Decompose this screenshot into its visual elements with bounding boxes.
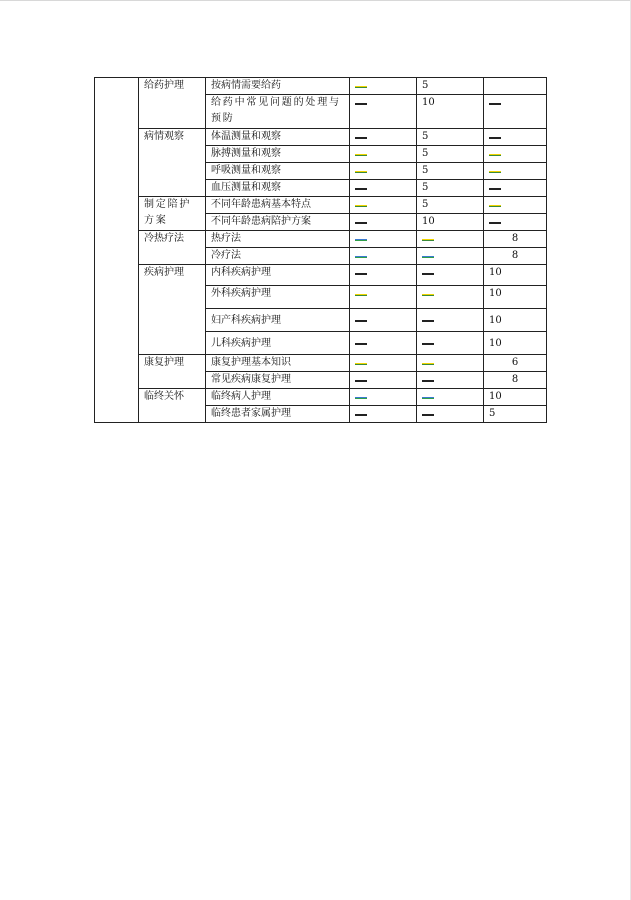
col-b-cell — [417, 372, 484, 389]
category-cell: 制定陪护方案 — [139, 197, 206, 231]
page-top-edge — [0, 0, 630, 1]
col-b-cell — [417, 265, 484, 286]
col-a-cell — [350, 180, 417, 197]
col-b-cell: 5 — [417, 78, 484, 95]
col-b-cell: 5 — [417, 129, 484, 146]
col-b-cell — [417, 355, 484, 372]
col-c-cell — [484, 214, 547, 231]
col-a-cell — [350, 197, 417, 214]
col-c-cell — [484, 78, 547, 95]
dash-mark — [355, 414, 367, 416]
table-row — [95, 389, 547, 406]
dash-mark — [422, 294, 434, 296]
col-b-cell — [417, 309, 484, 332]
dash-mark — [422, 380, 434, 382]
hours-value: 10 — [489, 288, 502, 299]
col-c-cell — [484, 332, 547, 355]
hours-value: 10 — [489, 267, 502, 278]
table-row — [95, 265, 547, 286]
col-c-cell — [484, 265, 547, 286]
hours-value: 8 — [511, 233, 519, 244]
category-cell: 冷热疗法 — [139, 231, 206, 265]
training-content-table — [94, 77, 547, 423]
col-c-cell — [484, 309, 547, 332]
table-row — [95, 197, 547, 214]
dash-mark — [489, 171, 501, 173]
col-a-cell — [350, 372, 417, 389]
col-b-cell: 5 — [417, 180, 484, 197]
dash-mark — [489, 103, 501, 105]
item-cell — [206, 309, 350, 332]
item-cell: 临终病人护理 — [206, 389, 350, 406]
col-b-cell: 10 — [417, 214, 484, 231]
col-c-cell — [484, 231, 547, 248]
level-cell — [95, 78, 139, 423]
col-b-cell — [417, 248, 484, 265]
hours-value: 10 — [489, 391, 502, 402]
item-cell: 热疗法 — [206, 231, 350, 248]
dash-mark — [489, 222, 501, 224]
item-cell: 内科疾病护理 — [206, 265, 350, 286]
col-c-cell — [484, 248, 547, 265]
col-a-cell — [350, 163, 417, 180]
dash-mark — [355, 154, 367, 156]
col-c-cell — [484, 286, 547, 309]
col-a-cell — [350, 214, 417, 231]
item-cell — [206, 332, 350, 355]
dash-mark — [489, 188, 501, 190]
dash-mark — [355, 294, 367, 296]
col-a-cell — [350, 309, 417, 332]
hours-value: 6 — [511, 357, 519, 368]
dash-mark — [422, 397, 434, 399]
dash-mark — [422, 414, 434, 416]
table-row — [95, 231, 547, 248]
item-cell: 不同年龄患病陪护方案 — [206, 214, 350, 231]
col-a-cell — [350, 406, 417, 423]
dash-mark — [422, 239, 434, 241]
dash-mark — [355, 222, 367, 224]
hours-value: 10 — [489, 315, 502, 326]
col-a-cell — [350, 231, 417, 248]
dash-mark — [355, 397, 367, 399]
col-a-cell — [350, 332, 417, 355]
dash-mark — [422, 343, 434, 345]
col-c-cell — [484, 372, 547, 389]
item-cell: 血压测量和观察 — [206, 180, 350, 197]
col-c-cell — [484, 389, 547, 406]
dash-mark — [489, 205, 501, 207]
dash-mark — [422, 273, 434, 275]
col-c-cell — [484, 129, 547, 146]
col-b-cell — [417, 406, 484, 423]
dash-mark — [489, 154, 501, 156]
item-cell: 给药中常见问题的处理与预防 — [206, 95, 350, 129]
dash-mark — [355, 137, 367, 139]
col-b-cell: 5 — [417, 146, 484, 163]
dash-mark — [355, 86, 367, 88]
item-label: 儿科疾病护理 — [211, 338, 271, 349]
dash-mark — [489, 137, 501, 139]
col-a-cell — [350, 129, 417, 146]
col-a-cell — [350, 146, 417, 163]
col-a-cell — [350, 286, 417, 309]
col-b-cell: 10 — [417, 95, 484, 129]
dash-mark — [355, 343, 367, 345]
col-b-cell: 5 — [417, 197, 484, 214]
dash-mark — [355, 205, 367, 207]
hours-value: 8 — [511, 374, 519, 385]
col-b-cell — [417, 286, 484, 309]
item-cell: 脉搏测量和观察 — [206, 146, 350, 163]
hours-value: 8 — [511, 250, 519, 261]
col-c-cell — [484, 355, 547, 372]
col-b-cell — [417, 332, 484, 355]
dash-mark — [355, 103, 367, 105]
col-a-cell — [350, 248, 417, 265]
table-row — [95, 129, 547, 146]
item-cell: 按病情需要给药 — [206, 78, 350, 95]
col-a-cell — [350, 265, 417, 286]
dash-mark — [355, 256, 367, 258]
hours-value: 10 — [489, 338, 502, 349]
category-cell: 康复护理 — [139, 355, 206, 389]
col-c-cell — [484, 180, 547, 197]
dash-mark — [355, 320, 367, 322]
col-a-cell — [350, 78, 417, 95]
dash-mark — [355, 239, 367, 241]
category-cell: 临终关怀 — [139, 389, 206, 423]
col-a-cell — [350, 95, 417, 129]
category-cell: 疾病护理 — [139, 265, 206, 355]
item-label: 妇产科疾病护理 — [211, 315, 281, 326]
category-cell: 病情观察 — [139, 129, 206, 197]
table-row — [95, 355, 547, 372]
col-c-cell — [484, 197, 547, 214]
dash-mark — [355, 171, 367, 173]
table-row — [95, 78, 547, 95]
item-cell: 不同年龄患病基本特点 — [206, 197, 350, 214]
col-a-cell — [350, 389, 417, 406]
category-cell: 给药护理 — [139, 78, 206, 129]
dash-mark — [422, 363, 434, 365]
col-c-cell — [484, 95, 547, 129]
col-b-cell: 5 — [417, 163, 484, 180]
dash-mark — [422, 320, 434, 322]
col-a-cell — [350, 355, 417, 372]
dash-mark — [355, 188, 367, 190]
col-b-cell — [417, 231, 484, 248]
item-cell: 临终患者家属护理 — [206, 406, 350, 423]
col-c-cell — [484, 406, 547, 423]
item-cell: 常见疾病康复护理 — [206, 372, 350, 389]
dash-mark — [422, 256, 434, 258]
dash-mark — [355, 380, 367, 382]
item-cell: 呼吸测量和观察 — [206, 163, 350, 180]
item-cell: 冷疗法 — [206, 248, 350, 265]
item-cell: 体温测量和观察 — [206, 129, 350, 146]
col-b-cell — [417, 389, 484, 406]
dash-mark — [355, 273, 367, 275]
hours-value: 5 — [489, 408, 496, 419]
item-cell: 康复护理基本知识 — [206, 355, 350, 372]
item-cell: 外科疾病护理 — [206, 286, 350, 309]
dash-mark — [355, 363, 367, 365]
col-c-cell — [484, 146, 547, 163]
col-c-cell — [484, 163, 547, 180]
